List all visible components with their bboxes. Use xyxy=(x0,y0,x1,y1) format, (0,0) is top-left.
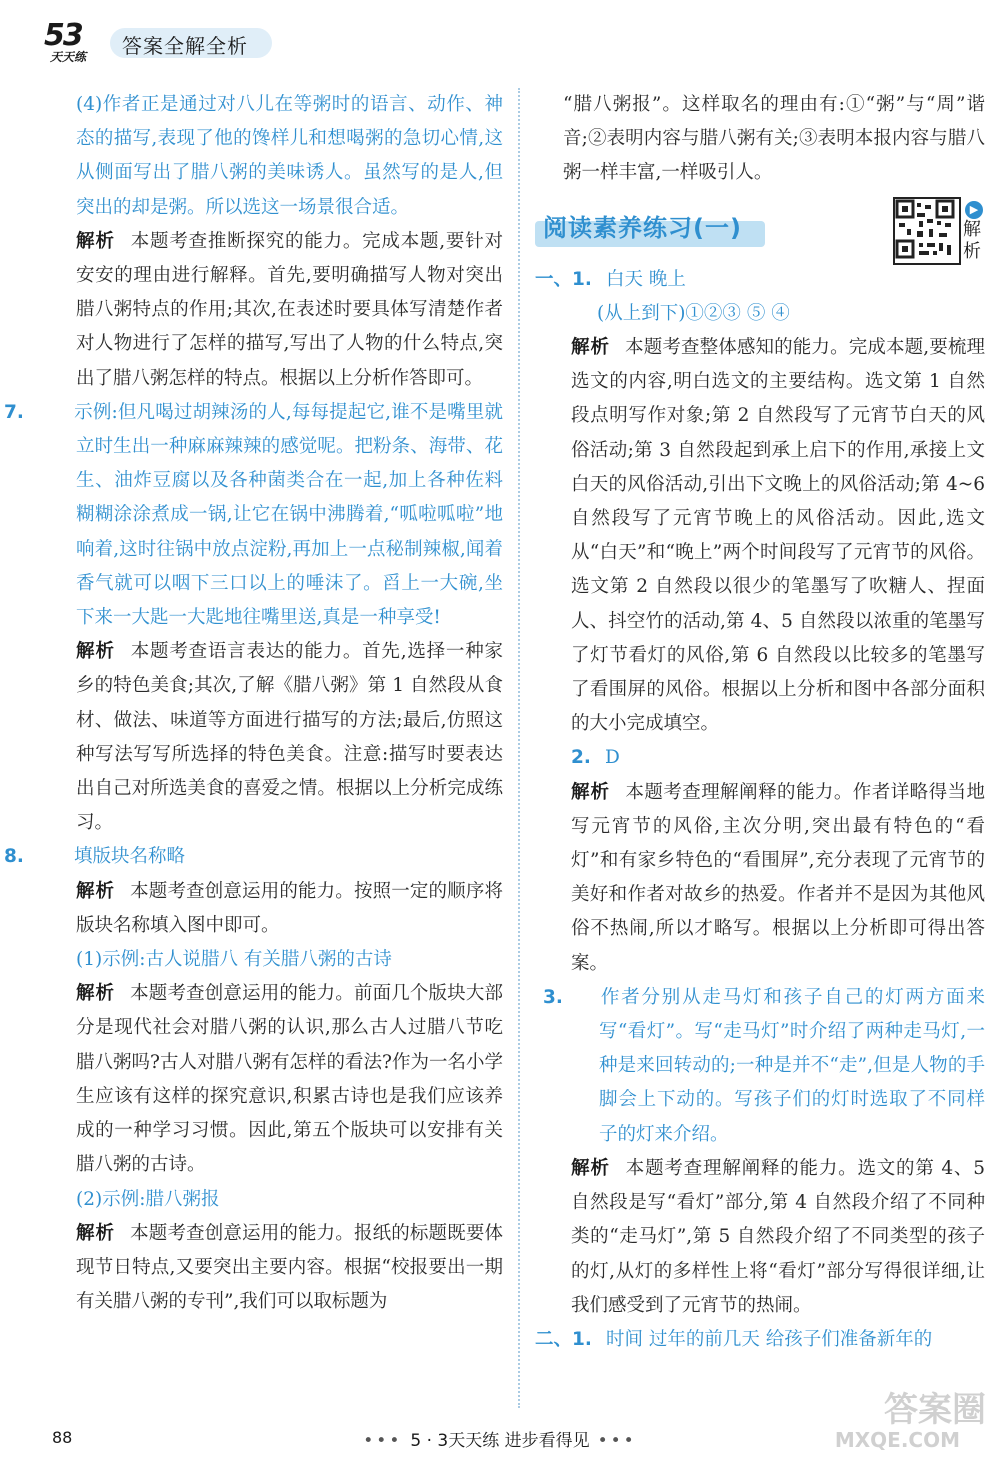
q7-analysis-text: 本题考查语言表达的能力。首先,选择一种家乡的特色美食;其次,了解《腊八粥》第 1 自然段从食材、做法、味道等方面进行描写的方法;最后,仿照这种写法写写所选择的特色美食。注意:描写时要表达出自己对所选美食的喜爱之情。根据以上分析完成练习。 xyxy=(76,641,503,834)
q1-analysis xyxy=(535,331,985,741)
q4-analysis xyxy=(40,225,503,396)
left-column xyxy=(4,88,503,1319)
q1-analysis-text: 本题考查整体感知的能力。完成本题,要梳理选文的内容,明白选文的主要结构。选文第 1 自然段点明写作对象;第 2 自然段写了元宵节白天的风俗活动;第 3 自然段起到承上启下的作用,承接上文白天的风俗活动,引出下文晚上的风俗活动;第 4~6 自然段写了元宵节晚上的风俗活动。因此,选文从“白天”和“晚上”两个时间段写了元宵节的风俗。选文第 2 自然段以很少的笔墨写了吹糖人、捏面人、抖空竹的活动,第 4、5 自然段以浓重的笔墨写了灯节看灯的风俗,第 6 自然段以比较多的笔墨写了看围屏的风俗。根据以上分析和图中各部分面积的大小完成填空。 xyxy=(571,337,985,735)
q1-answer-2: (从上到下)①②③ ⑤ ④ xyxy=(597,302,790,324)
section-header xyxy=(535,202,985,262)
analysis-tag: 解析 xyxy=(571,781,611,803)
q2-answer: D xyxy=(605,747,620,769)
q7-number: 7. xyxy=(4,401,24,423)
analysis-tag: 解析 xyxy=(571,337,611,359)
q8-analysis-text: 本题考查创意运用的能力。按照一定的顺序将版块名称填入图中即可。 xyxy=(76,880,503,936)
q3-block xyxy=(535,981,985,1152)
footer-dots-left: ••• xyxy=(363,1431,403,1451)
s2-q1-block xyxy=(535,1323,985,1357)
q8-block xyxy=(4,840,503,874)
q7-block xyxy=(4,396,503,635)
q8-1-analysis xyxy=(40,977,503,1182)
q7-answer: 示例:但凡喝过胡辣汤的人,每每提起它,谁不是嘴里就立时生出一种麻麻辣辣的感觉呢。把粉条、海带、花生、油炸豆腐以及各种菌类合在一起,加上各种佐料糊糊涂涂煮成一锅,让它在锅中沸腾着,“呱啦呱啦”地响着,这时往锅中放点淀粉,再加上一点秘制辣椒,闻着香气就可以咽下三口以上的唾沫了。舀上一大碗,坐下来一大匙一大匙地往嘴里送,真是一种享受! xyxy=(74,401,503,629)
q2-analysis-text: 本题考查理解阐释的能力。作者详略得当地写元宵节的风俗,主次分明,突出最有特色的“看灯”和有家乡特色的“看围屏”,充分表现了元宵节的美好和作者对故乡的热爱。作者并不是因为其他风俗不热闹,所以才略写。根据以上分析即可得出答案。 xyxy=(571,781,985,974)
analysis-tag: 解析 xyxy=(76,230,116,252)
page-number: 88 xyxy=(52,1428,73,1447)
header-title: 答案全解全析 xyxy=(122,34,248,58)
q8-2-analysis xyxy=(40,1217,503,1320)
s2-q1-number: 1. xyxy=(572,1328,592,1350)
q4-analysis-text: 本题考查推断探究的能力。完成本题,要针对安安的理由进行解释。首先,要明确描写人物对突出腊八粥特点的作用;其次,在表述时要具体写清楚作者对人物进行了怎样的描写,写出了人物的什么特点,突出了腊八粥怎样的特点。根据以上分析作答即可。 xyxy=(76,230,503,389)
q8-1-answer: (1)示例:古人说腊八 有关腊八粥的古诗 xyxy=(76,949,392,971)
q1-number: 1. xyxy=(572,268,592,290)
q8-analysis xyxy=(40,875,503,943)
q8-answer: 填版块名称略 xyxy=(74,846,186,868)
q2-block xyxy=(535,741,985,775)
q8-2-answer: (2)示例:腊八粥报 xyxy=(76,1188,220,1210)
analysis-tag: 解析 xyxy=(76,983,116,1005)
q3-answer: 作者分别从走马灯和孩子自己的灯两方面来写“看灯”。写“走马灯”时介绍了两种走马灯,一种是来回转动的;一种是并不“走”,但是人物的手脚会上下动的。写孩子们的灯时选取了不同样子的灯来介绍。 xyxy=(599,986,985,1145)
footer-dots-right: ••• xyxy=(597,1431,637,1451)
q2-analysis xyxy=(535,776,985,981)
analysis-tag: 解析 xyxy=(76,1222,116,1244)
column-divider xyxy=(518,88,520,1408)
q3-analysis xyxy=(535,1152,985,1323)
q8-1-analysis-text: 本题考查创意运用的能力。前面几个版块大部分是现代社会对腊八粥的认识,那么古人过腊八节吃腊八粥吗?古人对腊八粥有怎样的看法?作为一名小学生应该有这样的探究意识,积累古诗也是我们应该养成的一种学习习惯。因此,第五个版块可以安排有关腊八粥的古诗。 xyxy=(76,983,503,1176)
logo-subtitle: 天天练 xyxy=(50,50,87,64)
analysis-tag: 解析 xyxy=(76,880,116,902)
watermark-logo: 答案圈 xyxy=(884,1390,986,1430)
analysis-tag: 解析 xyxy=(571,1157,611,1179)
q8-2-analysis-text: 本题考查创意运用的能力。报纸的标题既要体现节日特点,又要突出主要内容。根据“校报要出一期有关腊八粥的专刊”,我们可以取标题为 xyxy=(76,1222,503,1313)
footer-slogan-text: 5 · 3天天练 进步看得见 xyxy=(410,1431,590,1451)
logo-53: 53 xyxy=(44,18,82,53)
watermark-url: MXQE.COM xyxy=(834,1428,960,1452)
section-two-label: 二、 xyxy=(535,1328,573,1350)
q7-analysis xyxy=(40,635,503,840)
q3-analysis-text: 本题考查理解阐释的能力。选文的第 4、5 自然段是写“看灯”部分,第 4 自然段介绍了不同种类的“走马灯”,第 5 自然段介绍了不同类型的孩子的灯,从灯的多样性上将“看灯”部分写得很详细,让我们感受到了元宵节的热闹。 xyxy=(571,1157,985,1316)
q2-number: 2. xyxy=(571,747,591,769)
q8-2-continued: “腊八粥报”。这样取名的理由有:①“粥”与“周”谐音;②表明内容与腊八粥有关;③表明本报内容与腊八粥一样丰富,一样吸引人。 xyxy=(563,94,985,184)
qr-code-icon[interactable] xyxy=(893,197,961,265)
q1-answer: 白天 晚上 xyxy=(606,268,686,290)
q4-answer: (4)作者正是通过对八儿在等粥时的语言、动作、神态的描写,表现了他的馋样儿和想喝粥的急切心情,这从侧面写出了腊八粥的美味诱人。虽然写的是人,但突出的却是粥。所以选这一场景很合适。 xyxy=(76,94,503,218)
right-column xyxy=(535,88,985,1357)
section-title: 阅读素养练习(一) xyxy=(543,213,742,242)
analysis-tag: 解析 xyxy=(76,641,116,663)
s1-q1-block xyxy=(535,263,985,297)
page-header xyxy=(0,0,1000,80)
qr-label: 解析 xyxy=(963,218,981,262)
q8-number: 8. xyxy=(4,846,24,868)
play-icon[interactable]: ▶ xyxy=(965,201,983,219)
s2-q1-answer: 时间 过年的前几天 给孩子们准备新年的 xyxy=(606,1328,933,1350)
section-one-label: 一、 xyxy=(535,268,573,290)
q3-number: 3. xyxy=(543,986,563,1008)
